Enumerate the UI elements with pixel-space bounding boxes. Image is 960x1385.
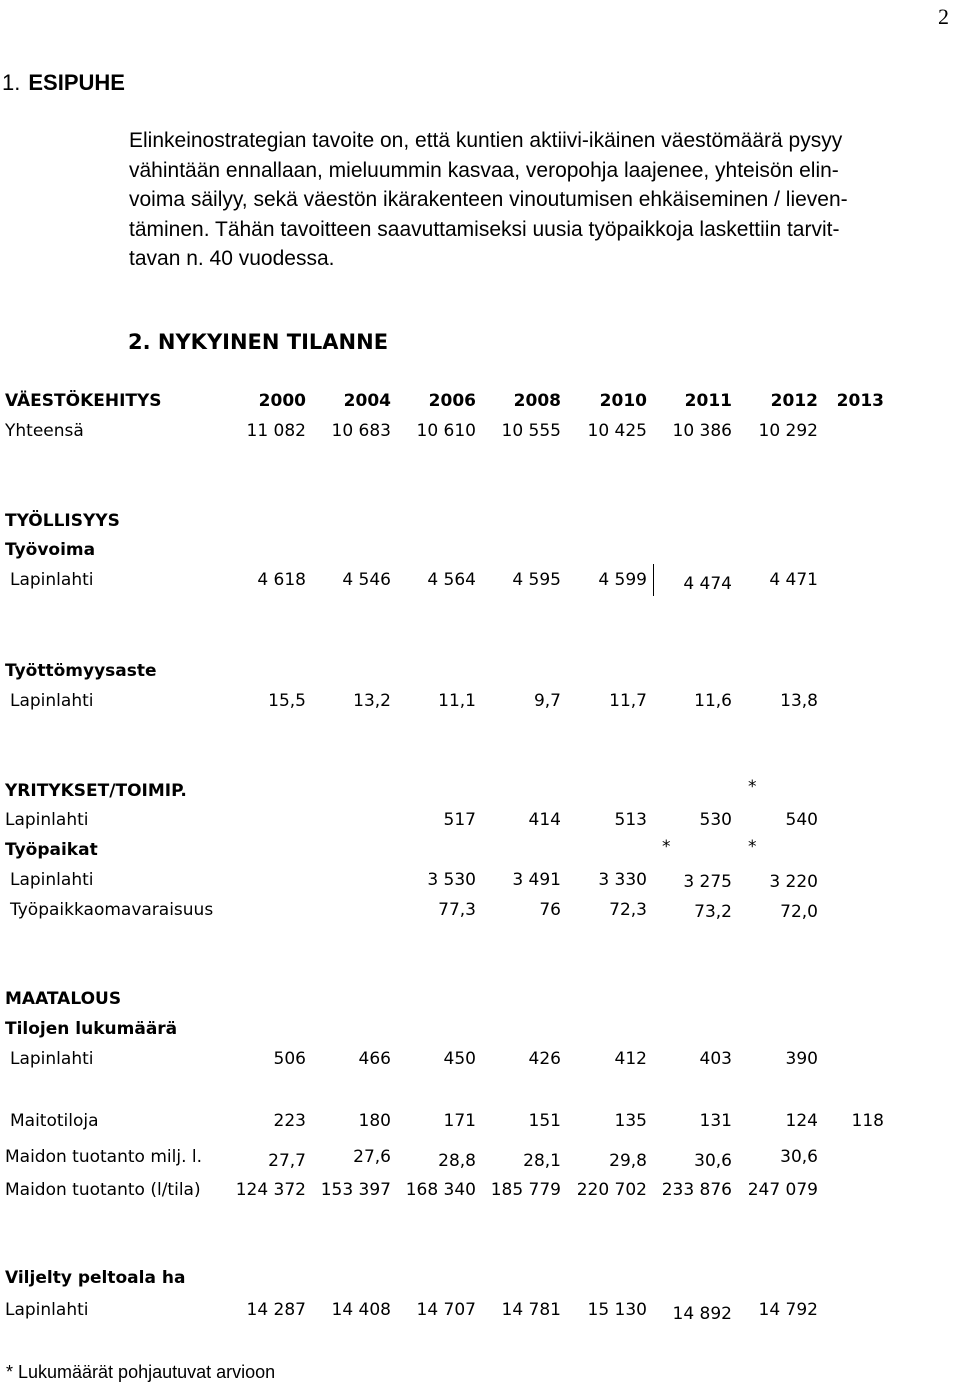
table-cell: 517 [443,810,476,830]
subgroup-heading: Työttömyysaste [5,661,157,681]
row-label: Maidon tuotanto (l/tila) [5,1180,201,1200]
table-cell: 3 530 [427,870,476,890]
table-cell: 4 595 [512,570,561,590]
table-cell: 14 781 [501,1300,561,1320]
table-cell: 15 130 [587,1300,647,1320]
table-cell: 168 340 [405,1180,476,1200]
row-label: Lapinlahti [5,810,89,830]
subgroup-heading: Työvoima [5,540,96,560]
table-cell: 14 892 [672,1304,732,1324]
estimate-mark: * [748,837,757,857]
table-cell: 118 [851,1111,884,1131]
table-cell: 466 [358,1049,391,1069]
year-header: 2013 [836,391,884,411]
group-heading: TYÖLLISYYS [5,511,120,531]
table-cell: 233 876 [661,1180,732,1200]
table-cell: 506 [273,1049,306,1069]
table-cell: 513 [614,810,647,830]
table-cell: 73,2 [694,902,732,922]
group-heading: MAATALOUS [5,989,122,1009]
intro-line: Elinkeinostrategian tavoite on, että kuntien aktiivi-ikäinen väestömäärä pysyy [129,129,843,152]
table-cell: 426 [528,1049,561,1069]
section-1-heading [2,70,125,96]
year-header: 2008 [513,391,561,411]
table-cell: 135 [614,1111,647,1131]
table-cell: 72,3 [609,900,647,920]
table-cell: 403 [699,1049,732,1069]
row-label: Maidon tuotanto milj. l. [5,1147,203,1167]
table-cell: 14 287 [246,1300,306,1320]
table-cell: 124 372 [235,1180,306,1200]
table-cell: 540 [785,810,818,830]
table-cell: 30,6 [694,1151,732,1171]
table-cell: 185 779 [490,1180,561,1200]
year-header: 2012 [770,391,818,411]
table-cell: 220 702 [576,1180,647,1200]
intro-line: täminen. Tähän tavoitteen saavuttamiseksi uusia työpaikkoja laskettiin tarvit- [129,217,840,241]
table-cell: 10 555 [501,421,561,441]
section-1-number: 1. [2,70,21,95]
intro-line: tavan n. 40 vuodessa. [129,247,335,270]
table-cell: 153 397 [320,1180,391,1200]
table-cell: 223 [273,1111,306,1131]
table-cell: 151 [528,1111,561,1131]
table-cell: 9,7 [533,691,561,711]
table-cell: 15,5 [268,691,306,711]
table-cell: 13,2 [353,691,391,711]
page-number: 2 [938,4,949,29]
table-cell: 3 330 [598,870,647,890]
row-label: Lapinlahti [10,570,94,590]
table-cell: 3 275 [683,872,732,892]
row-label: Lapinlahti [10,1049,94,1069]
table-cell: 10 386 [672,421,732,441]
row-label: Maitotiloja [10,1111,99,1131]
row-label: Lapinlahti [5,1300,89,1320]
year-header: 2010 [599,391,647,411]
table-cell: 28,8 [438,1151,476,1171]
footnote: * Lukumäärät pohjautuvat arvioon [6,1362,276,1382]
group-heading: Viljelty peltoala ha [5,1268,186,1288]
row-label: Lapinlahti [10,870,94,890]
table-cell: 27,7 [268,1151,306,1171]
estimate-mark: * [748,777,757,797]
table-cell: 4 546 [342,570,391,590]
table-cell: 4 564 [427,570,476,590]
table-cell: 131 [699,1111,732,1131]
intro-line: vähintään ennallaan, mieluummin kasvaa, veropohja laajenee, yhteisön elin- [129,158,839,182]
table-cell: 10 610 [416,421,476,441]
table-cell: 450 [443,1049,476,1069]
table-cell: 28,1 [523,1151,561,1171]
table-cell: 77,3 [438,900,476,920]
table-cell: 4 618 [257,570,306,590]
table-cell: 3 220 [769,872,818,892]
table-cell: 3 491 [512,870,561,890]
table-cell: 11,1 [438,691,476,711]
table-cell: 30,6 [780,1147,818,1167]
row-label: Työpaikkaomavaraisuus [10,900,214,920]
table-cell: 180 [358,1111,391,1131]
table-cell: 29,8 [609,1151,647,1171]
table-cell: 414 [528,810,561,830]
section-2-title: 2. NYKYINEN TILANNE [128,330,389,354]
table-cell: 390 [785,1049,818,1069]
table-cell: 72,0 [780,902,818,922]
year-header: 2000 [258,391,306,411]
intro-paragraph [129,126,944,274]
table-cell: 11 082 [246,421,306,441]
column-divider [653,564,654,596]
year-header: 2004 [343,391,391,411]
table-cell: 10 425 [587,421,647,441]
group-heading: YRITYKSET/TOIMIP. [5,781,187,801]
intro-line: voima säilyy, sekä väestön ikärakenteen vinoutumisen ehkäiseminen / lieven- [129,188,848,211]
table-cell: 14 792 [758,1300,818,1320]
estimate-mark: * [662,837,671,857]
table-cell: 4 471 [769,570,818,590]
year-header: 2006 [428,391,476,411]
table-cell: 124 [785,1111,818,1131]
table-cell: 11,6 [694,691,732,711]
row-label: Lapinlahti [10,691,94,711]
table-cell: 247 079 [747,1180,818,1200]
table-cell: 4 474 [683,574,732,594]
table-cell: 27,6 [353,1147,391,1167]
table-cell: 10 292 [758,421,818,441]
row-label: Yhteensä [5,421,84,441]
table-cell: 11,7 [609,691,647,711]
year-header: 2011 [684,391,732,411]
table-header-label: VÄESTÖKEHITYS [5,391,162,411]
section-1-title: ESIPUHE [28,70,125,95]
table-cell: 14 707 [416,1300,476,1320]
table-cell: 14 408 [331,1300,391,1320]
table-cell: 10 683 [331,421,391,441]
table-cell: 171 [443,1111,476,1131]
table-cell: 4 599 [598,570,647,590]
subgroup-heading: Työpaikat [5,840,98,860]
table-cell: 13,8 [780,691,818,711]
subgroup-heading: Tilojen lukumäärä [5,1019,178,1039]
table-cell: 530 [699,810,732,830]
table-cell: 76 [539,900,561,920]
table-cell: 412 [614,1049,647,1069]
